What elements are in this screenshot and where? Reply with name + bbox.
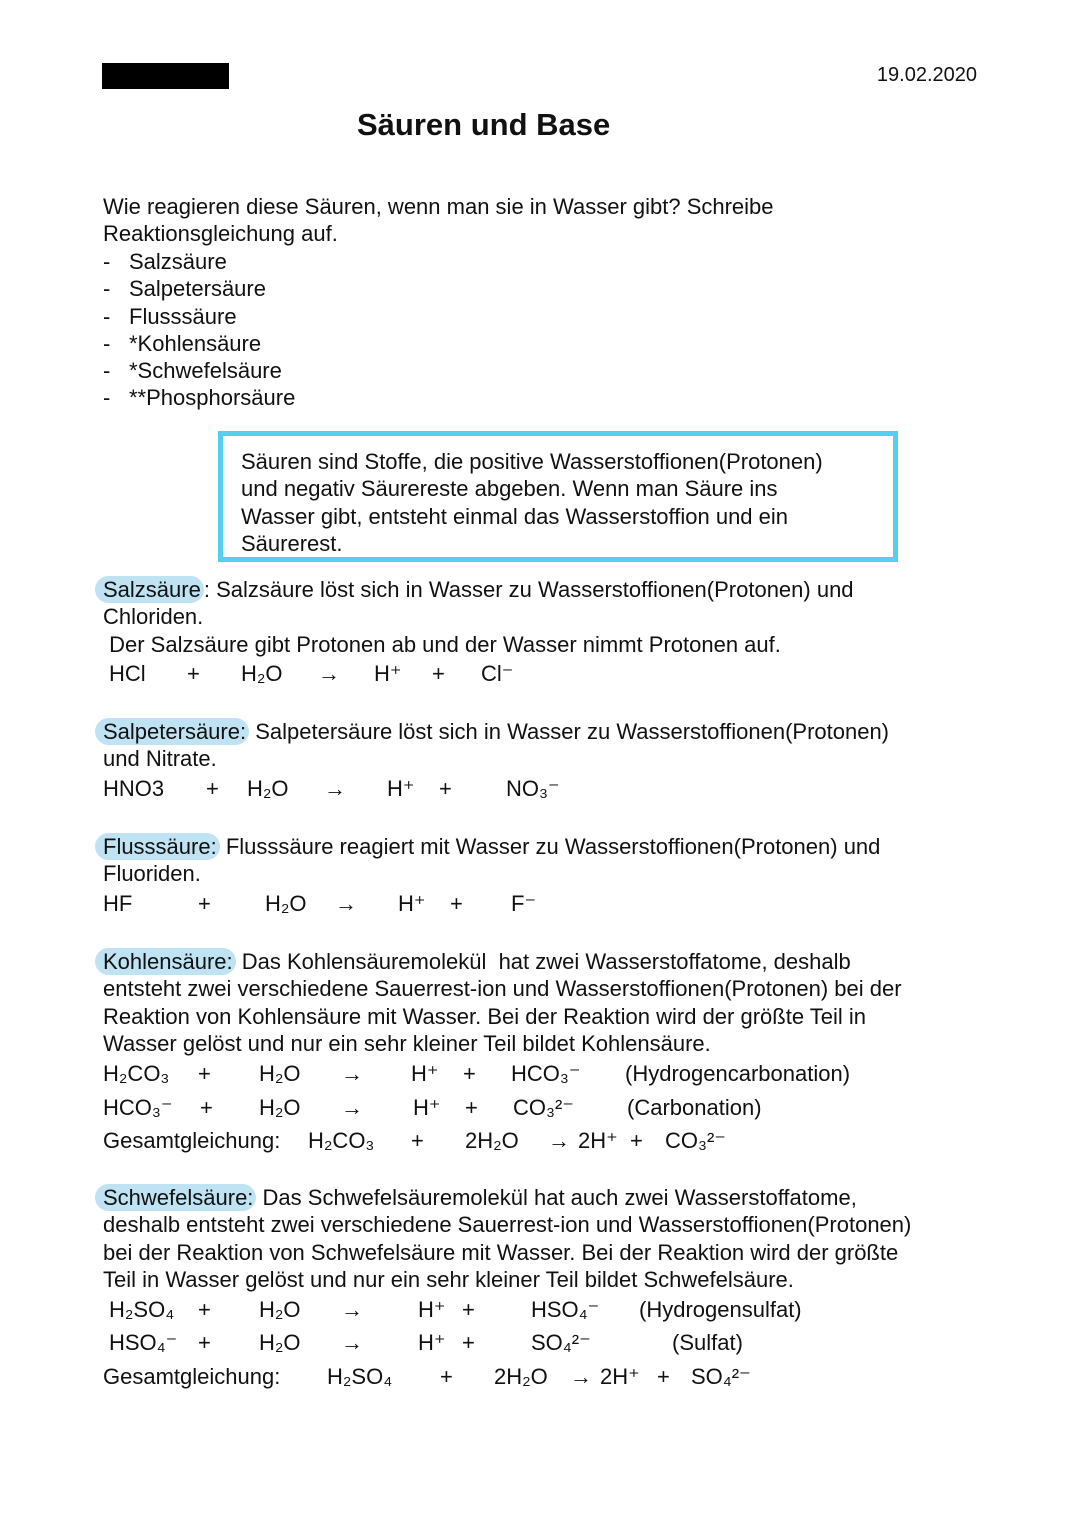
product: Cl⁻ <box>481 661 514 686</box>
section-text: entsteht zwei verschiedene Sauerrest-ion und Wasserstoffionen(Protonen) bei der <box>103 976 902 1002</box>
list-item-label: *Kohlensäure <box>129 330 262 356</box>
highlight-label: Salpetersäure: <box>95 718 249 745</box>
reaction-arrow-icon: → <box>570 1364 592 1389</box>
product: H⁺ <box>387 776 415 801</box>
product: H⁺ <box>374 661 402 686</box>
product: 2H⁺ <box>600 1364 640 1389</box>
dash-bullet: - <box>103 385 111 411</box>
plus-sign: + <box>206 776 219 801</box>
plus-sign: + <box>630 1128 643 1153</box>
redacted-name-block <box>102 63 229 89</box>
total-equation-label: Gesamtgleichung: <box>103 1128 281 1153</box>
plus-sign: + <box>465 1095 478 1120</box>
definition-line: Säuren sind Stoffe, die positive Wasserstoffionen(Protonen) <box>241 449 823 474</box>
product: HCO₃⁻ <box>511 1061 581 1086</box>
list-item-label: Flusssäure <box>129 303 237 329</box>
product: CO₃²⁻ <box>513 1095 574 1120</box>
plus-sign: + <box>198 891 211 916</box>
section-text: deshalb entsteht zwei verschiedene Sauerrest-ion und Wasserstoffionen(Protonen) <box>103 1212 912 1238</box>
section-schwefelsaeure <box>103 1184 911 1293</box>
list-item <box>103 330 295 357</box>
reactant: HCl <box>109 661 146 686</box>
reactant: H₂CO₃ <box>103 1061 170 1086</box>
list-item <box>103 248 295 275</box>
plus-sign: + <box>198 1061 211 1086</box>
reactant: HNO3 <box>103 776 165 801</box>
reaction-arrow-icon: → <box>341 1330 363 1355</box>
plus-sign: + <box>450 891 463 916</box>
reactant: 2H₂O <box>494 1364 548 1389</box>
section-salzsaeure <box>103 576 854 658</box>
definition-box <box>218 431 898 562</box>
section-kohlensaeure <box>103 948 902 1057</box>
definition-line: Säurerest. <box>241 530 343 556</box>
product: H⁺ <box>398 891 426 916</box>
plus-sign: + <box>200 1095 213 1120</box>
plus-sign: + <box>198 1330 211 1355</box>
reactant: HF <box>103 891 133 916</box>
product: HSO₄⁻ <box>531 1297 600 1322</box>
task-prompt <box>103 193 774 248</box>
reactant: H₂O <box>259 1095 301 1120</box>
definition-line: und negativ Säurereste abgeben. Wenn man Säure ins <box>241 476 778 502</box>
section-text: Salpetersäure löst sich in Wasser zu Wasserstoffionen(Protonen) <box>249 719 890 744</box>
reactant: H₂O <box>247 776 289 801</box>
plus-sign: + <box>187 661 200 686</box>
reactant: H₂O <box>259 1297 301 1322</box>
acid-list <box>103 248 295 412</box>
section-salpetersaeure <box>103 718 889 773</box>
dash-bullet: - <box>103 330 111 356</box>
reactant: H₂O <box>265 891 307 916</box>
plus-sign: + <box>462 1297 475 1322</box>
product: 2H⁺ <box>578 1128 618 1153</box>
list-item <box>103 275 295 302</box>
plus-sign: + <box>463 1061 476 1086</box>
plus-sign: + <box>462 1330 475 1355</box>
reaction-arrow-icon: → <box>341 1095 363 1120</box>
section-text: bei der Reaktion von Schwefelsäure mit Wasser. Bei der Reaktion wird der größte <box>103 1239 899 1265</box>
section-text: und Nitrate. <box>103 746 217 772</box>
section-text: Reaktion von Kohlensäure mit Wasser. Bei der Reaktion wird der größte Teil in <box>103 1003 867 1029</box>
plus-sign: + <box>657 1364 670 1389</box>
product: F⁻ <box>511 891 537 916</box>
section-text: Der Salzsäure gibt Protonen ab und der Wasser nimmt Protonen auf. <box>103 631 781 657</box>
list-item-label: *Schwefelsäure <box>129 358 282 384</box>
reactant: HSO₄⁻ <box>109 1330 178 1355</box>
product: H⁺ <box>418 1330 446 1355</box>
plus-sign: + <box>440 1364 453 1389</box>
section-text: Wasser gelöst und nur ein sehr kleiner Teil bildet Kohlensäure. <box>103 1030 711 1056</box>
plus-sign: + <box>411 1128 424 1153</box>
product: CO₃²⁻ <box>665 1128 726 1153</box>
section-text: Teil in Wasser gelöst und nur ein sehr kleiner Teil bildet Schwefelsäure. <box>103 1266 794 1292</box>
document-date: 19.02.2020 <box>876 64 977 86</box>
reaction-arrow-icon: → <box>341 1297 363 1322</box>
reaction-arrow-icon: → <box>548 1128 570 1153</box>
reactant: H₂CO₃ <box>308 1128 375 1153</box>
product: H⁺ <box>413 1095 441 1120</box>
plus-sign: + <box>198 1297 211 1322</box>
definition-line: Wasser gibt, entsteht einmal das Wasserstoffion und ein <box>241 503 789 529</box>
dash-bullet: - <box>103 276 111 302</box>
product: NO₃⁻ <box>506 776 560 801</box>
product: H⁺ <box>411 1061 439 1086</box>
ion-name: (Hydrogencarbonation) <box>625 1061 851 1086</box>
section-text: Das Schwefelsäuremolekül hat auch zwei Wasserstoffatome, <box>256 1185 857 1210</box>
list-item-label: **Phosphorsäure <box>129 385 296 411</box>
dash-bullet: - <box>103 303 111 329</box>
list-item <box>103 357 295 384</box>
reaction-arrow-icon: → <box>335 891 357 916</box>
reactant: H₂O <box>259 1061 301 1086</box>
ion-name: (Sulfat) <box>672 1330 743 1355</box>
reaction-arrow-icon: → <box>318 661 340 686</box>
section-flusssaeure <box>103 833 880 888</box>
reactant: 2H₂O <box>465 1128 519 1153</box>
section-text: Chloriden. <box>103 604 204 630</box>
list-item <box>103 384 295 411</box>
total-equation-label: Gesamtgleichung: <box>103 1364 281 1389</box>
reactant: HCO₃⁻ <box>103 1095 173 1120</box>
task-prompt-line: Wie reagieren diese Säuren, wenn man sie in Wasser gibt? Schreibe <box>103 194 774 219</box>
section-text: Das Kohlensäuremolekül hat zwei Wasserstoffatome, deshalb <box>235 949 851 974</box>
section-text: : Salzsäure löst sich in Wasser zu Wasserstoffionen(Protonen) und <box>203 577 854 602</box>
highlight-label: Flusssäure: <box>95 833 220 860</box>
page-title: Säuren und Base <box>357 107 611 142</box>
reaction-arrow-icon: → <box>341 1061 363 1086</box>
reactant: H₂O <box>259 1330 301 1355</box>
plus-sign: + <box>439 776 452 801</box>
product: H⁺ <box>418 1297 446 1322</box>
ion-name: (Carbonation) <box>627 1095 762 1120</box>
dash-bullet: - <box>103 249 111 274</box>
product: SO₄²⁻ <box>691 1364 751 1389</box>
dash-bullet: - <box>103 358 111 384</box>
list-item-label: Salpetersäure <box>129 276 266 302</box>
section-text: Flusssäure reagiert mit Wasser zu Wasserstoffionen(Protonen) und <box>219 834 881 859</box>
product: SO₄²⁻ <box>531 1330 591 1355</box>
task-prompt-line: Reaktionsgleichung auf. <box>103 221 338 247</box>
highlight-label: Salzsäure <box>95 576 204 603</box>
section-text: Fluoriden. <box>103 861 201 887</box>
highlight-label: Kohlensäure: <box>95 948 236 975</box>
list-item-label: Salzsäure <box>129 249 227 274</box>
ion-name: (Hydrogensulfat) <box>639 1297 802 1322</box>
reactant: H₂O <box>241 661 283 686</box>
reaction-arrow-icon: → <box>324 776 346 801</box>
plus-sign: + <box>432 661 445 686</box>
reactant: H₂SO₄ <box>109 1297 175 1322</box>
list-item <box>103 303 295 330</box>
highlight-label: Schwefelsäure: <box>95 1184 256 1211</box>
reactant: H₂SO₄ <box>327 1364 393 1389</box>
